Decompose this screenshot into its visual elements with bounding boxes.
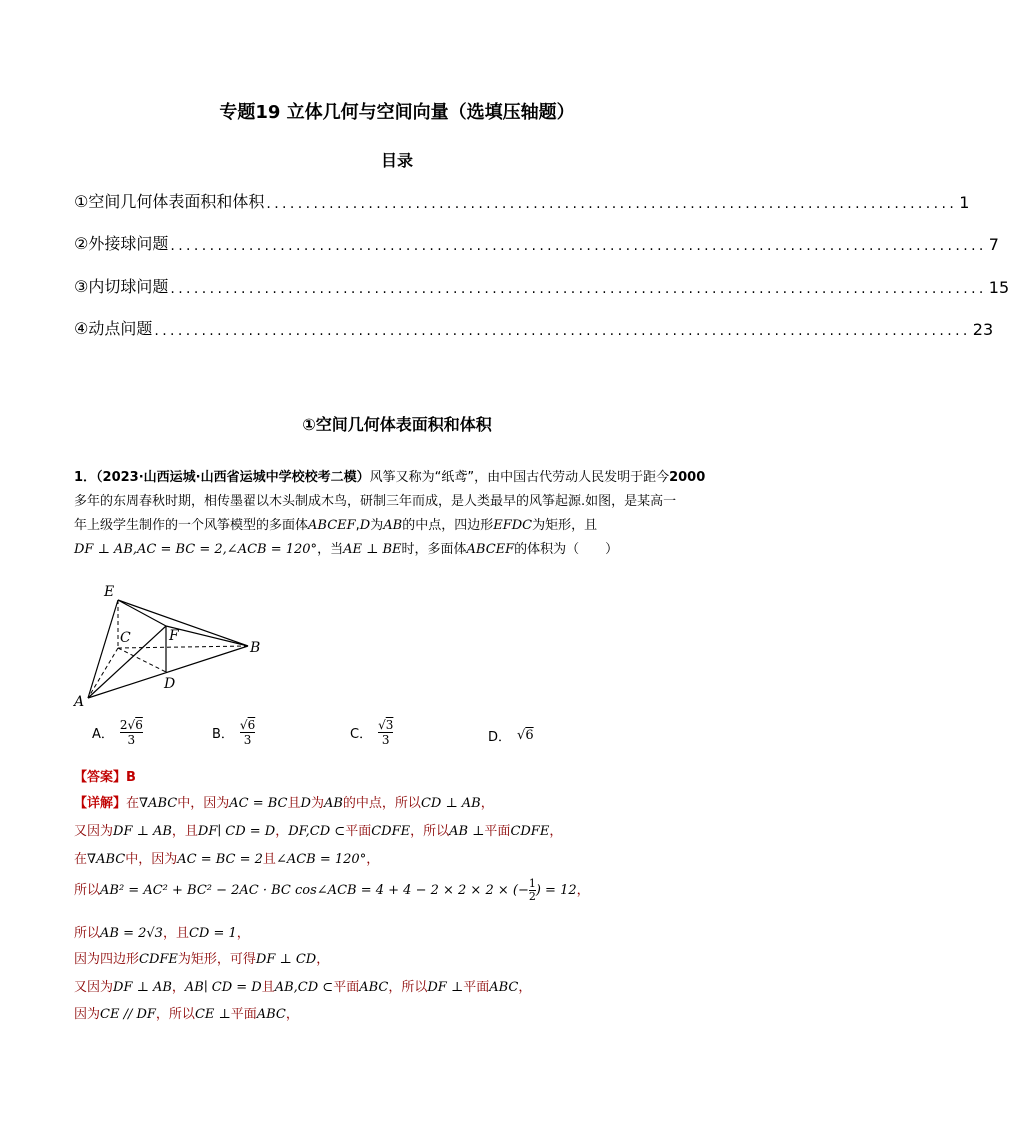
math-run: DF ⊥ CD — [255, 952, 317, 967]
toc-entry-label[interactable]: ③内切球问题 — [74, 277, 169, 296]
toc-dot-leader: ........................................................................................ — [266, 196, 958, 212]
text-run: ， — [316, 952, 330, 967]
text-run: 为 — [310, 796, 324, 811]
text-run: ， — [576, 883, 590, 898]
fraction-numerator: √6 — [239, 718, 256, 732]
option-fraction — [240, 718, 255, 747]
text-run: ， — [171, 980, 185, 995]
question-line — [74, 514, 724, 538]
text-run: ， — [285, 1007, 299, 1022]
math-run: CE ⊥ — [194, 1007, 231, 1022]
math-run: ABC — [256, 1007, 286, 1022]
text-run: 为矩形，可得 — [177, 952, 256, 967]
math-run: AE ⊥ BE — [343, 542, 402, 557]
text-run: ，所以 — [388, 980, 428, 995]
math-run: CD = 1 — [188, 926, 237, 941]
vertex-label-D: D — [164, 676, 176, 692]
toc-entry-page[interactable]: 1 — [959, 193, 970, 212]
solution-tag: 【详解】 — [74, 796, 127, 811]
math-run: ∇ABC — [139, 796, 178, 811]
toc-entry-label[interactable]: ④动点问题 — [74, 319, 153, 338]
solution-line — [74, 976, 724, 995]
math-run: CD ⊥ AB — [420, 796, 481, 811]
vertex-label-B: B — [250, 640, 261, 656]
text-run: ， — [549, 824, 563, 839]
option-c[interactable] — [350, 718, 393, 747]
text-run: 平面 — [484, 824, 511, 839]
math-run: ABCEF — [308, 518, 356, 533]
question-text — [74, 466, 724, 562]
text-run: 为矩形，且 — [532, 518, 598, 533]
edge-EB — [118, 600, 248, 646]
fraction-denominator: 2 — [528, 890, 536, 903]
toc-entry-label[interactable]: ①空间几何体表面积和体积 — [74, 192, 265, 211]
solution-line — [74, 948, 724, 967]
math-run: ABCEF — [466, 542, 515, 557]
option-value: √6 — [517, 728, 534, 743]
solution-line — [74, 1003, 724, 1022]
radicand: 6 — [135, 718, 143, 732]
vertex-label-C: C — [120, 630, 131, 646]
math-run: D — [359, 518, 371, 533]
option-letter: C． — [350, 727, 373, 742]
text-run: 中，因为 — [125, 852, 178, 867]
text-run: ，当 — [317, 542, 344, 557]
text-run: 平面 — [345, 824, 372, 839]
math-run: AB² = AC² + BC² − 2AC · BC cos∠ACB = 4 + 4 − 2 × 2 × 2 × (− — [100, 883, 529, 898]
text-run: 的中点，四边形 — [402, 518, 494, 533]
text-run: 在 — [74, 852, 88, 867]
text-run: 且 — [261, 980, 275, 995]
text-run: ，且 — [171, 824, 198, 839]
text-run: 平面 — [230, 1007, 257, 1022]
hidden-edge-CA — [88, 648, 118, 698]
math-run: AB — [383, 518, 403, 533]
toc-entry-page[interactable]: 7 — [988, 235, 999, 254]
fraction-numerator: 1 — [528, 877, 536, 890]
text-run: 且 — [262, 852, 276, 867]
section-heading: ①空间几何体表面积和体积 — [302, 415, 492, 434]
toc-dot-leader: ........................................................................................................ — [170, 238, 987, 254]
solution-line — [74, 848, 724, 867]
math-run: ) = 12 — [535, 883, 577, 898]
text-run: ， — [366, 852, 380, 867]
toc-entry[interactable] — [74, 273, 1009, 297]
text-run: 因为四边形 — [74, 952, 140, 967]
text-run: ， — [518, 980, 532, 995]
text-run: 中，因为 — [177, 796, 230, 811]
math-run: AB — [323, 796, 343, 811]
toc-entry-label[interactable]: ②外接球问题 — [74, 234, 169, 253]
math-run: DF ⊥ — [427, 980, 464, 995]
toc-heading: 目录 — [380, 151, 413, 170]
fraction-denominator: 3 — [243, 733, 252, 747]
text-run: 又因为 — [74, 824, 114, 839]
answer-line — [74, 766, 136, 785]
edge-EA — [88, 600, 118, 698]
option-a[interactable] — [92, 718, 143, 747]
hidden-edge-CB — [118, 646, 248, 648]
option-letter: D． — [488, 730, 512, 745]
toc-entry-page[interactable]: 23 — [972, 320, 994, 339]
math-run: ∠ACB = 120° — [275, 852, 367, 867]
toc-entry-page[interactable]: 15 — [988, 278, 1009, 297]
text-run: ， — [275, 824, 289, 839]
math-run: CDFE — [510, 824, 550, 839]
text-run: 又因为 — [74, 980, 114, 995]
text-run: ， — [236, 926, 250, 941]
text-run: ， — [480, 796, 494, 811]
option-letter: B． — [212, 727, 234, 742]
math-run: CDFE — [139, 952, 178, 967]
text-run: ，且 — [162, 926, 189, 941]
text-run: 所以 — [74, 926, 101, 941]
math-run: D — [300, 796, 311, 811]
radicand: 6 — [525, 728, 534, 743]
text-run: 且 — [287, 796, 301, 811]
math-run: DF ⊥ AB — [113, 824, 172, 839]
math-run: CE // DF — [100, 1007, 156, 1022]
math-run: AC = BC — [229, 796, 288, 811]
question-number: 1． — [74, 470, 97, 485]
answer-tag: 【答案】 — [74, 770, 127, 785]
option-fraction — [378, 718, 393, 747]
option-d[interactable] — [488, 726, 534, 745]
text-run: ，所以 — [155, 1007, 195, 1022]
math-run: DF ⊥ AB,AC = BC = 2,∠ACB = 120° — [74, 542, 318, 557]
text-run: 的中点，所以 — [342, 796, 421, 811]
math-run: DF∣ CD = D — [197, 824, 276, 839]
toc-entry[interactable] — [74, 315, 994, 339]
option-fraction — [120, 718, 143, 747]
text-run: 在 — [126, 796, 140, 811]
text-run: ，所以 — [410, 824, 450, 839]
math-run: AC = BC = 2 — [177, 852, 263, 867]
vertex-label-E: E — [104, 584, 115, 600]
coefficient: 2 — [119, 718, 128, 732]
math-run: AB,CD ⊂ — [274, 980, 334, 995]
math-run: AB = 2√3 — [100, 926, 163, 941]
answer-value: B — [126, 770, 136, 785]
solution-line — [74, 878, 724, 903]
document-title: 专题19 立体几何与空间向量（选填压轴题） — [219, 102, 575, 123]
edge-EF — [118, 600, 166, 626]
question-line1: 风筝又称为“纸鸢”，由中国古代劳动人民发明于距今 — [369, 470, 670, 485]
fraction-numerator: 2√6 — [119, 718, 143, 732]
text-run: 为 — [370, 518, 384, 533]
math-run: EFDC — [493, 518, 533, 533]
math-run: ABC — [359, 980, 389, 995]
toc-entry[interactable] — [74, 188, 970, 212]
fraction-denominator: 3 — [127, 733, 136, 747]
text-run: 的体积为（ ） — [514, 542, 619, 557]
toc-entry[interactable] — [74, 230, 999, 254]
text-run: 时，多面体 — [401, 542, 467, 557]
radicand: 6 — [247, 718, 256, 732]
toc-dot-leader: ........................................................................................................ — [154, 323, 971, 339]
math-run: DF,CD ⊂ — [288, 824, 346, 839]
fraction-numerator: √3 — [378, 718, 394, 732]
solution-line — [74, 792, 724, 811]
radicand: 3 — [385, 718, 394, 732]
text-run: 所以 — [74, 883, 101, 898]
text-run: 年上级学生制作的一个风筝模型的多面体 — [74, 518, 309, 533]
text-run: 平面 — [463, 980, 490, 995]
fraction — [529, 878, 536, 903]
text-run: 因为 — [74, 1007, 101, 1022]
vertex-label-A: A — [74, 694, 85, 710]
option-b[interactable] — [212, 718, 255, 747]
math-run: AB ⊥ — [449, 824, 485, 839]
text-run: , — [355, 518, 360, 533]
question-line — [74, 466, 724, 490]
hidden-edge-CD — [118, 648, 166, 672]
text-run: 平面 — [333, 980, 360, 995]
option-letter: A． — [92, 727, 114, 742]
solution-line — [74, 820, 724, 839]
question-year: 2000 — [669, 470, 706, 485]
math-run: ∇ABC — [87, 852, 126, 867]
question-source: （2023·山西运城·山西省运城中学校校考二模） — [96, 470, 370, 485]
question-line: 多年的东周春秋时期，相传墨翟以木头制成木鸟，研制三年而成，是人类最早的风筝起源.如图，是某高一 — [74, 494, 677, 509]
math-run: DF ⊥ AB — [113, 980, 172, 995]
question-line — [74, 538, 724, 562]
fraction-denominator: 3 — [381, 733, 390, 747]
math-run: ABC — [489, 980, 519, 995]
math-run: AB∣ CD = D — [184, 980, 262, 995]
kite-polyhedron-figure — [70, 580, 270, 708]
solution-line — [74, 922, 724, 941]
vertex-label-F: F — [169, 628, 179, 644]
math-run: CDFE — [371, 824, 411, 839]
toc-dot-leader: ........................................................................................................ — [170, 281, 987, 297]
